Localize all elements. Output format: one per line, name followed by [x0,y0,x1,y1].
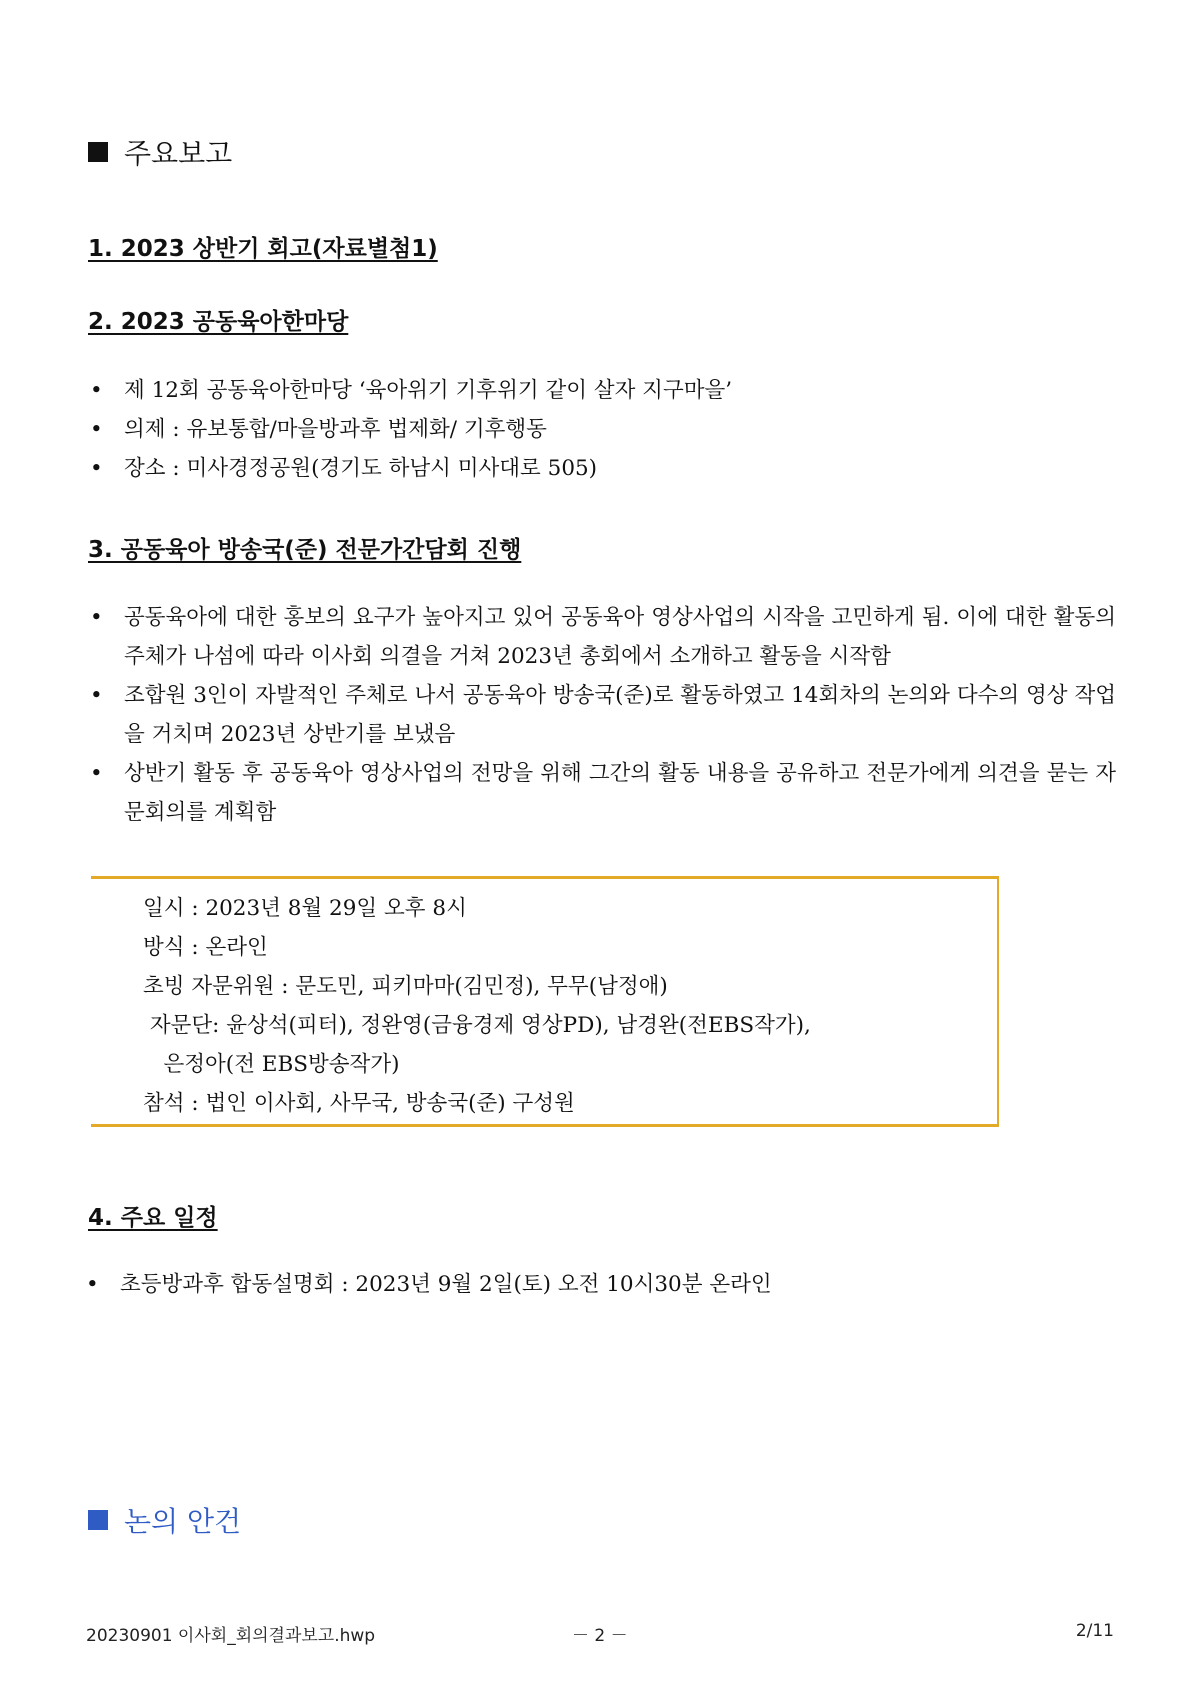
section-title: 논의 안건 [124,1505,242,1538]
advisory-panel: 자문단: 윤상석(피터), 정완영(금융경제 영상PD), 남경완(전EBS작가), [143,1013,811,1038]
meeting-date: 일시 : 2023년 8월 29일 오후 8시 [143,896,467,921]
list-item: • 장소 : 미사경정공원(경기도 하남시 미사대로 505) [86,449,1116,488]
item3-bullet-list [86,598,1116,832]
footer-page-count: 2/11 [1075,1621,1114,1641]
footer-filename: 20230901 이사회_회의결과보고.hwp [86,1626,376,1646]
list-item: • 의제 : 유보통합/마을방과후 법제화/ 기후행동 [86,410,1116,449]
square-bullet-icon [88,142,108,162]
bullet-icon: • [90,605,103,630]
bullet-icon: • [90,417,103,442]
bullet-icon: • [90,378,103,403]
list-item: • 조합원 3인이 자발적인 주체로 나서 공동육아 방송국(준)로 활동하였고 14회차의 논의와 다수의 영상 작업을 거치며 2023년 상반기를 보냈음 [86,676,1116,754]
section-title: 주요보고 [124,137,233,170]
item2-bullet-list [86,371,1116,488]
square-bullet-icon [88,1510,108,1530]
bullet-icon: • [90,761,103,786]
footer-page-number: － 2 － [572,1626,628,1646]
list-item: • 제 12회 공동육아한마당 ‘육아위기 기후위기 같이 살자 지구마을’ [86,371,1116,410]
list-item: • 상반기 활동 후 공동육아 영상사업의 전망을 위해 그간의 활동 내용을 공유하고 전문가에게 의견을 묻는 자문회의를 계획함 [86,754,1116,832]
item-heading-2: 2. 2023 공동육아한마당 [88,309,349,335]
bullet-icon: • [90,683,103,708]
attendees: 참석 : 법인 이사회, 사무국, 방송국(준) 구성원 [143,1091,575,1116]
bullet-icon: • [90,456,103,481]
meeting-info-box [91,876,999,1127]
item-heading-4: 4. 주요 일정 [88,1205,218,1231]
list-item: • 공동육아에 대한 홍보의 요구가 높아지고 있어 공동육아 영상사업의 시작을 고민하게 됨. 이에 대한 활동의 주체가 나섬에 따라 이사회 의결을 거쳐 2023년 총회에서 소개하고 활동을 시작함 [86,598,1116,676]
item-heading-3: 3. 공동육아 방송국(준) 전문가간담회 진행 [88,537,522,563]
advisory-panel-continued: 은정아(전 EBS방송작가) [143,1052,400,1077]
item-heading-1: 1. 2023 상반기 회고(자료별첨1) [88,236,438,262]
item4-bullet-list [82,1265,1112,1304]
section-header-main-report [88,132,232,172]
list-item: • 초등방과후 합동설명회 : 2023년 9월 2일(토) 오전 10시30분 온라인 [82,1265,1112,1304]
bullet-icon: • [86,1272,99,1297]
meeting-method: 방식 : 온라인 [143,935,268,960]
invited-advisors: 초빙 자문위원 : 문도민, 피키마마(김민정), 무무(남정애) [143,974,668,999]
section-header-discussion [88,1500,241,1540]
